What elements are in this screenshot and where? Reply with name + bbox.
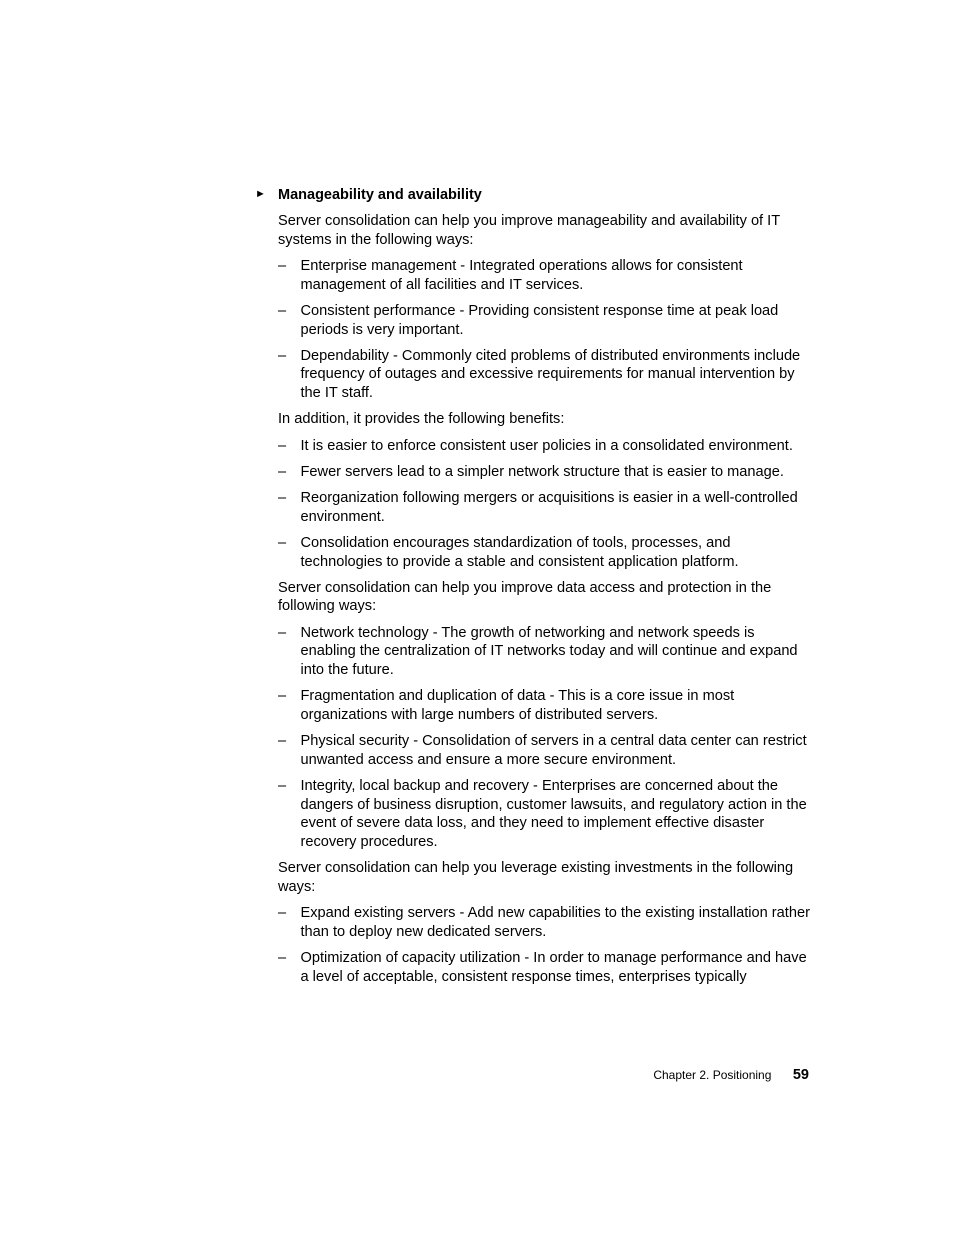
dash-bullet-icon: –	[278, 624, 287, 641]
list-item	[278, 732, 813, 769]
dash-list	[278, 624, 813, 852]
dash-bullet-icon: –	[278, 489, 287, 506]
dash-bullet-icon: –	[278, 347, 287, 364]
dash-bullet-icon: –	[278, 778, 287, 795]
list-item-text: Optimization of capacity utilization - In order to manage performance and have a level of acceptable, consistent response times, enterprises typically	[300, 950, 807, 985]
list-item-text: Reorganization following mergers or acquisitions is easier in a well-controlled environment.	[300, 489, 798, 525]
page-number: 59	[792, 1067, 809, 1083]
list-item-text: Fewer servers lead to a simpler network structure that is easier to manage.	[300, 463, 784, 480]
list-item	[278, 463, 813, 482]
list-item-text: Network technology - The growth of networking and network speeds is enabling the centralization of IT networks today and will continue and expand into the future.	[300, 624, 798, 679]
list-item	[278, 302, 813, 339]
dash-bullet-icon: –	[278, 950, 287, 967]
list-item	[278, 687, 813, 724]
list-item	[278, 534, 813, 571]
list-item	[278, 257, 813, 294]
list-item-text: Physical security - Consolidation of servers in a central data center can restrict unwanted access and ensure a more secure environment.	[300, 733, 807, 768]
list-item-text: Fragmentation and duplication of data - This is a core issue in most organizations with large numbers of distributed servers.	[300, 688, 735, 723]
dash-bullet-icon: –	[278, 688, 287, 705]
dash-bullet-icon: –	[278, 463, 287, 480]
dash-bullet-icon: –	[278, 437, 287, 454]
heading-title: Manageability and availability	[278, 187, 482, 203]
list-item	[278, 904, 813, 941]
list-item	[278, 777, 813, 852]
dash-list	[278, 257, 813, 403]
dash-bullet-icon: –	[278, 302, 287, 319]
list-item-text: Expand existing servers - Add new capabilities to the existing installation rather than to deploy new dedicated servers.	[300, 905, 810, 940]
body-content	[278, 212, 813, 994]
list-item	[278, 949, 813, 986]
list-item-text: Consolidation encourages standardization of tools, processes, and technologies to provide a stable and consistent application platform.	[300, 534, 739, 570]
list-item-text: Consistent performance - Providing consistent response time at peak load periods is very important.	[300, 302, 779, 338]
list-item	[278, 624, 813, 680]
triangle-bullet-icon: ►	[255, 188, 266, 200]
dash-bullet-icon: –	[278, 905, 287, 922]
body-paragraph: In addition, it provides the following benefits:	[278, 411, 565, 428]
body-paragraph: Server consolidation can help you improve manageability and availability of IT systems in the following ways:	[278, 213, 780, 248]
list-item-text: Enterprise management - Integrated operations allows for consistent management of all facilities and IT services.	[300, 257, 743, 293]
list-item-text: Integrity, local backup and recovery - Enterprises are concerned about the dangers of business disruption, customer lawsuits, and regulatory action in the event of severe data loss, and they need to implement effective disaster recovery procedures.	[300, 778, 807, 851]
body-paragraph: Server consolidation can help you leverage existing investments in the following ways:	[278, 860, 794, 896]
footer-chapter-title: Chapter 2. Positioning	[653, 1068, 772, 1082]
list-item	[278, 347, 813, 403]
list-item	[278, 437, 813, 456]
body-paragraph: Server consolidation can help you improve data access and protection in the following ways:	[278, 579, 772, 615]
dash-list	[278, 437, 813, 572]
dash-bullet-icon: –	[278, 257, 287, 274]
list-item-text: Dependability - Commonly cited problems of distributed environments include frequency of outages and excessive requirements for manual intervention by the IT staff.	[300, 347, 801, 402]
list-item-text: It is easier to enforce consistent user policies in a consolidated environment.	[300, 437, 793, 454]
page-footer	[653, 1066, 809, 1084]
dash-bullet-icon: –	[278, 733, 287, 750]
dash-bullet-icon: –	[278, 534, 287, 551]
list-item	[278, 489, 813, 526]
dash-list	[278, 904, 813, 986]
